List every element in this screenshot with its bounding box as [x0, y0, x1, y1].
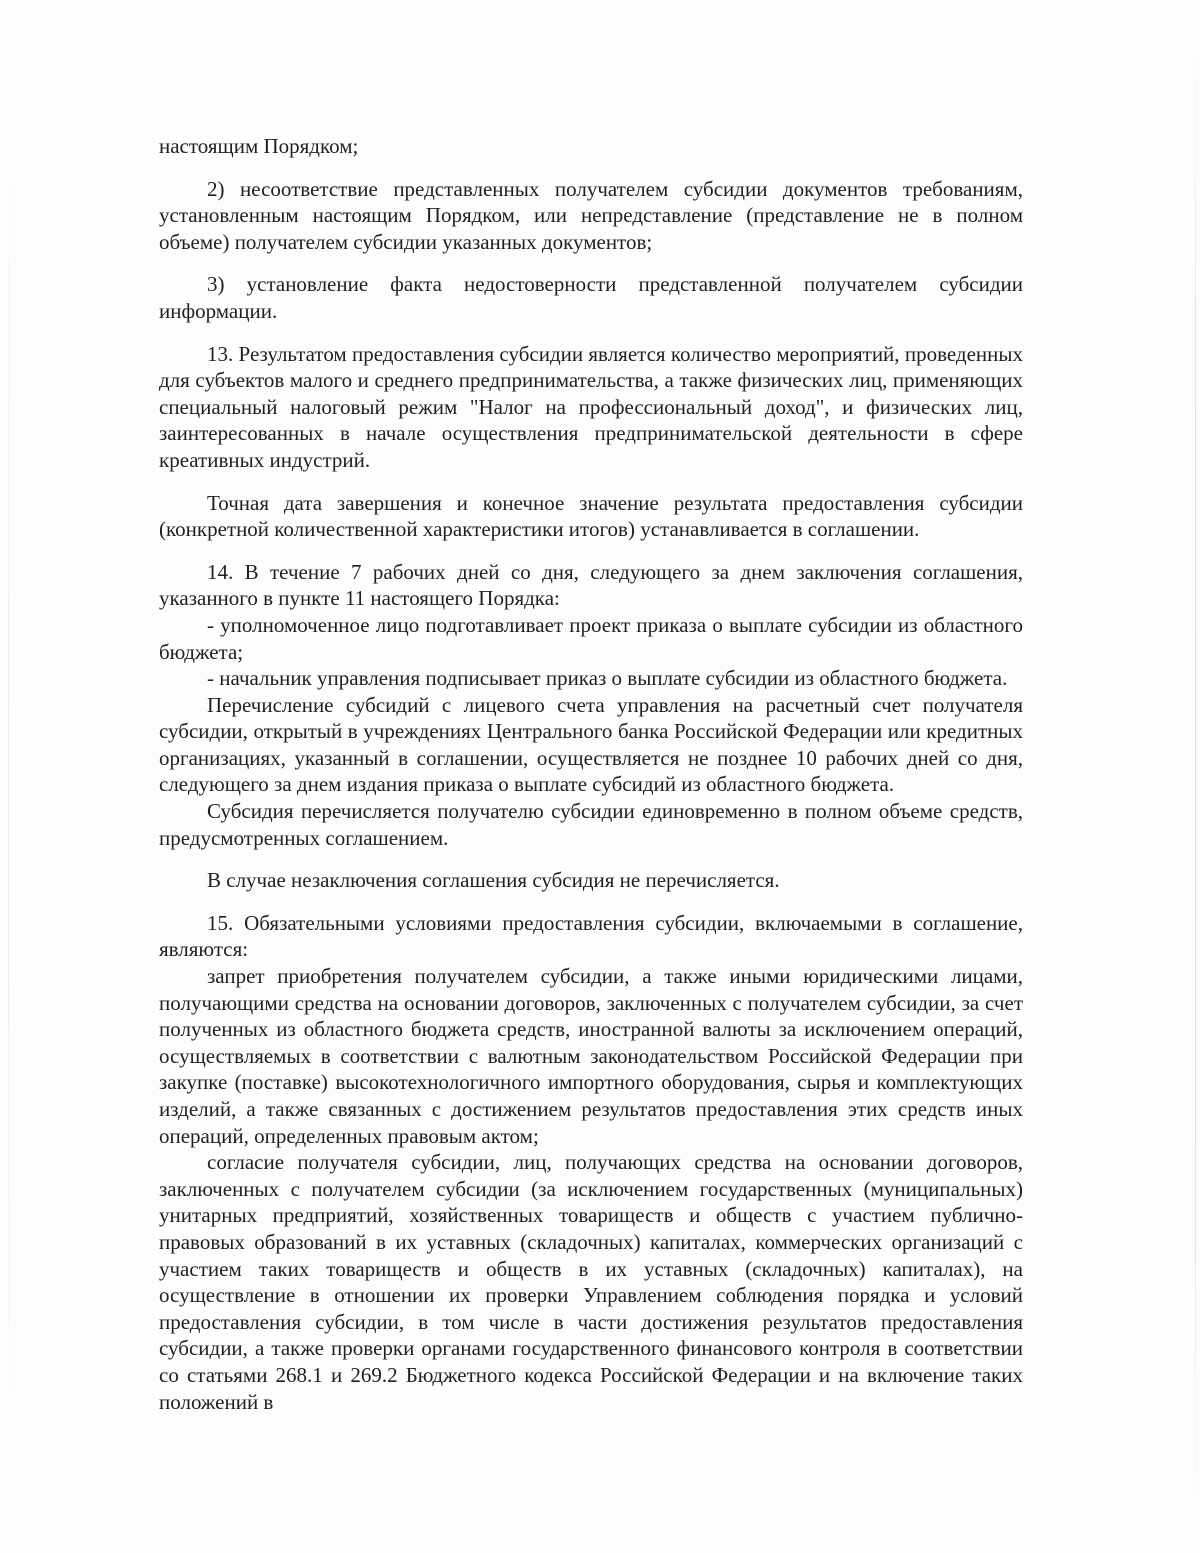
paragraph-15-consent: согласие получателя субсидии, лиц, получающих средства на основании договоров, заключенных с получателем субсидии (за исключением государственных (муниципальных) унитарных предприятий, хозяйственных товариществ и обществ с участием публично-правовых образований в их уставных (складочных) капиталах, коммерческих организаций с участием таких товариществ и обществ в их уставных (складочных) капиталах), на осуществление в отношении их проверки Управлением соблюдения порядка и условий предоставления субсидии, в том числе в части достижения результатов предоставления субсидии, а также проверки органами государственного финансового контроля в соответствии со статьями 268.1 и 269.2 Бюджетного кодекса Российской Федерации и на включение таких положений в: [159, 1150, 1023, 1414]
paragraph-14-dash-1: - уполномоченное лицо подготавливает проект приказа о выплате субсидии из областного бюджета;: [159, 612, 1023, 664]
paragraph-item-3: 3) установление факта недостоверности представленной получателем субсидии информации.: [159, 272, 1023, 323]
paragraph-14-dash-2: - начальник управления подписывает приказ о выплате субсидии из областного бюджета.: [207, 666, 1008, 691]
paragraph-15: 15. Обязательными условиями предоставления субсидии, включаемыми в соглашение, являются:: [159, 910, 1023, 962]
paragraph-lump-sum: Субсидия перечисляется получателю субсидии единовременно в полном объеме средств, предусмотренных соглашением.: [159, 799, 1023, 850]
paragraph-14: 14. В течение 7 рабочих дней со дня, следующего за днем заключения соглашения, указанного в пункте 11 настоящего Порядка:: [159, 559, 1023, 611]
paragraph-15-prohibition: запрет приобретения получателем субсидии, а также иными юридическими лицами, получающими средства на основании договоров, заключенных с получателем субсидии, за счет полученных из областного бюджета средств, иностранной валюты за исключением операций, осуществляемых в соответствии с валютным законодательством Российской Федерации при закупке (поставке) высокотехнологичного импортного оборудования, сырья и комплектующих изделий, а также связанных с достижением результатов предоставления этих средств иных операций, определенных правовым актом;: [159, 964, 1023, 1148]
paragraph-item-2: 2) несоответствие представленных получателем субсидии документов требованиям, установленным настоящим Порядком, или непредставление (представление не в полном объеме) получателем субсидии указанных документов;: [159, 176, 1023, 254]
document-body: [159, 133, 1023, 1415]
paragraph-result-date: Точная дата завершения и конечное значение результата предоставления субсидии (конкретной количественной характеристики итогов) устанавливается в соглашении.: [159, 490, 1023, 542]
scan-edge-left: [8, 0, 9, 1553]
paragraph-transfer: Перечисление субсидий с лицевого счета управления на расчетный счет получателя субсидии, открытый в учреждениях Центрального банка Российской Федерации или кредитных организациях, указанный в соглашении, осуществляется не позднее 10 рабочих дней со дня, следующего за днем издания приказа о выплате субсидий из областного бюджета.: [159, 692, 1023, 797]
paragraph-13: 13. Результатом предоставления субсидии является количество мероприятий, проведенных для субъектов малого и среднего предпринимательства, а также физических лиц, применяющих специальный налоговый режим "Налог на профессиональный доход", и физических лиц, заинтересованных в начале осуществления предпринимательской деятельности в сфере креативных индустрий.: [159, 341, 1023, 472]
scan-edge-right: [1195, 0, 1196, 1553]
paragraph-no-agreement: В случае незаключения соглашения субсидия не перечисляется.: [207, 868, 780, 893]
paragraph-continuation: настоящим Порядком;: [159, 134, 359, 158]
